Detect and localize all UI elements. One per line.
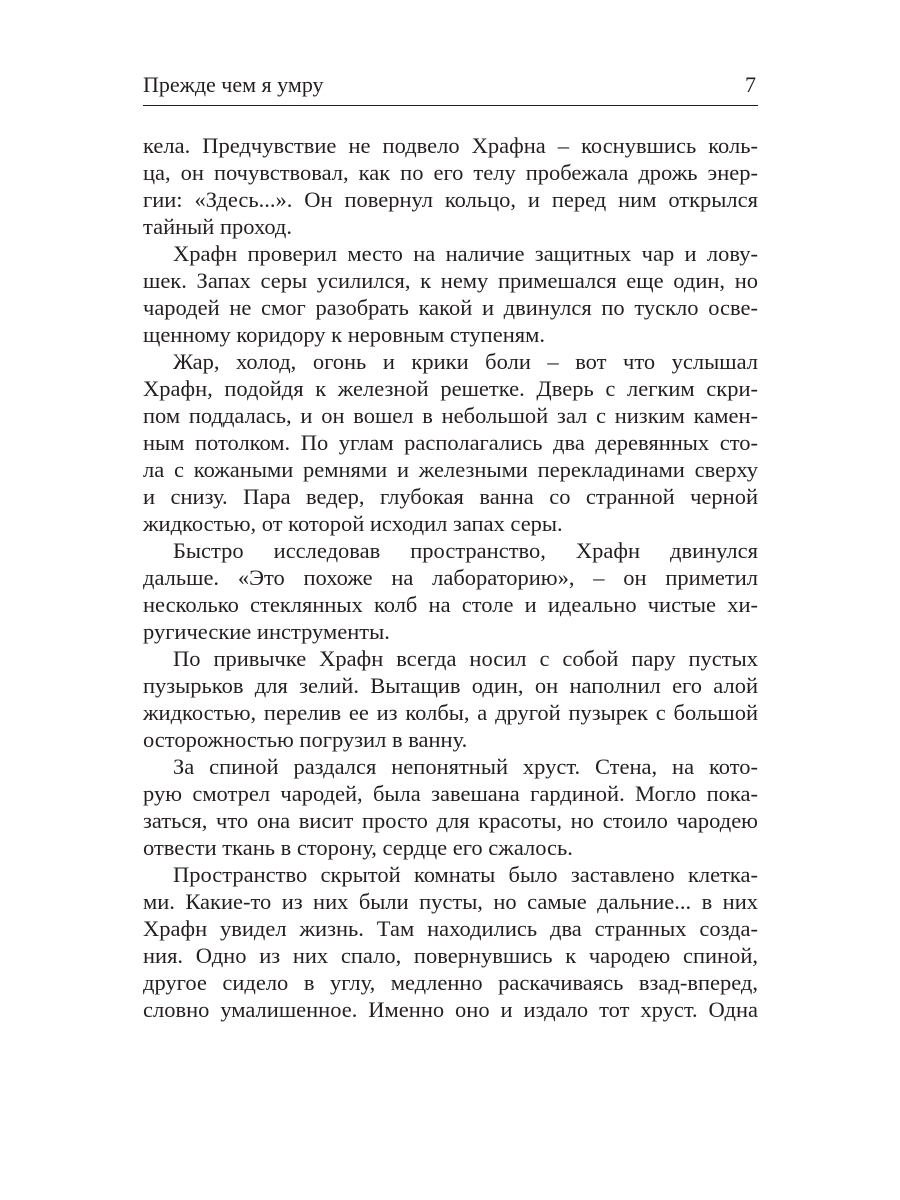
text-line: Храфн увидел жизнь. Там находились два странных созда- <box>143 916 758 941</box>
text-line: Пространство скрытой комнаты было заставлено клетка- <box>173 862 758 887</box>
text-line: осторожностью погрузил в ванну. <box>143 727 468 752</box>
text-line: пузырьков для зелий. Вытащив один, он наполнил его алой <box>143 673 758 698</box>
text-line: ния. Одно из них спало, повернувшись к чародею спиной, <box>143 943 758 968</box>
text-line: жидкостью, перелив ее из колбы, а другой пузырек с большой <box>143 700 758 725</box>
text-line: словно умалишенное. Именно оно и издало тот хруст. Одна <box>143 997 758 1022</box>
text-line: заться, что она висит просто для красоты, но стоило чародею <box>143 808 758 833</box>
text-line: За спиной раздался непонятный хруст. Стена, на кото- <box>173 754 758 779</box>
text-line: Храфн, подойдя к железной решетке. Дверь с легким скри- <box>143 376 758 401</box>
text-line: ругические инструменты. <box>143 619 390 644</box>
page-number: 7 <box>745 72 756 97</box>
text-line: ми. Какие-то из них были пусты, но самые дальние... в них <box>143 889 758 914</box>
page-body <box>143 132 758 1023</box>
text-line: тайный проход. <box>143 214 293 239</box>
running-title: Прежде чем я умру <box>143 72 324 97</box>
text-line: жидкостью, от которой исходил запах серы. <box>143 511 563 536</box>
paragraph <box>143 537 758 645</box>
text-line: кела. Предчувствие не подвело Храфна – коснувшись коль- <box>143 133 758 158</box>
header-rule <box>143 105 758 106</box>
paragraph <box>143 240 758 348</box>
text-line: дальше. «Это похоже на лабораторию», – он приметил <box>143 565 758 590</box>
text-line: и снизу. Пара ведер, глубокая ванна со странной черной <box>143 484 758 509</box>
text-line: несколько стеклянных колб на столе и идеально чистые хи- <box>143 592 758 617</box>
text-line: рую смотрел чародей, была завешана гардиной. Могло пока- <box>143 781 758 806</box>
paragraph <box>143 861 758 1023</box>
text-line: Жар, холод, огонь и крики боли – вот что услышал <box>173 349 758 374</box>
text-line: ла с кожаными ремнями и железными перекладинами сверху <box>143 457 758 482</box>
text-line: щенному коридору к неровным ступеням. <box>143 322 545 347</box>
text-line: гии: «Здесь...». Он повернул кольцо, и перед ним открылся <box>143 187 758 212</box>
running-header <box>143 70 758 100</box>
paragraph <box>143 348 758 537</box>
text-line: Храфн проверил место на наличие защитных чар и лову- <box>173 241 758 266</box>
paragraph <box>143 753 758 861</box>
text-line: Быстро исследовав пространство, Храфн двинулся <box>173 538 758 563</box>
text-line: шек. Запах серы усилился, к нему примешался еще один, но <box>143 268 758 293</box>
text-line: ным потолком. По углам располагались два деревянных сто- <box>143 430 758 455</box>
text-line: ца, он почувствовал, как по его телу пробежала дрожь энер- <box>143 160 758 185</box>
text-line: чародей не смог разобрать какой и двинулся по тускло осве- <box>143 295 758 320</box>
paragraph <box>143 645 758 753</box>
text-line: другое сидело в углу, медленно раскачиваясь взад-вперед, <box>143 970 758 995</box>
text-line: отвести ткань в сторону, сердце его сжалось. <box>143 835 573 860</box>
text-line: пом поддалась, и он вошел в небольшой зал с низким камен- <box>143 403 758 428</box>
paragraph <box>143 132 758 240</box>
text-line: По привычке Храфн всегда носил с собой пару пустых <box>173 646 758 671</box>
